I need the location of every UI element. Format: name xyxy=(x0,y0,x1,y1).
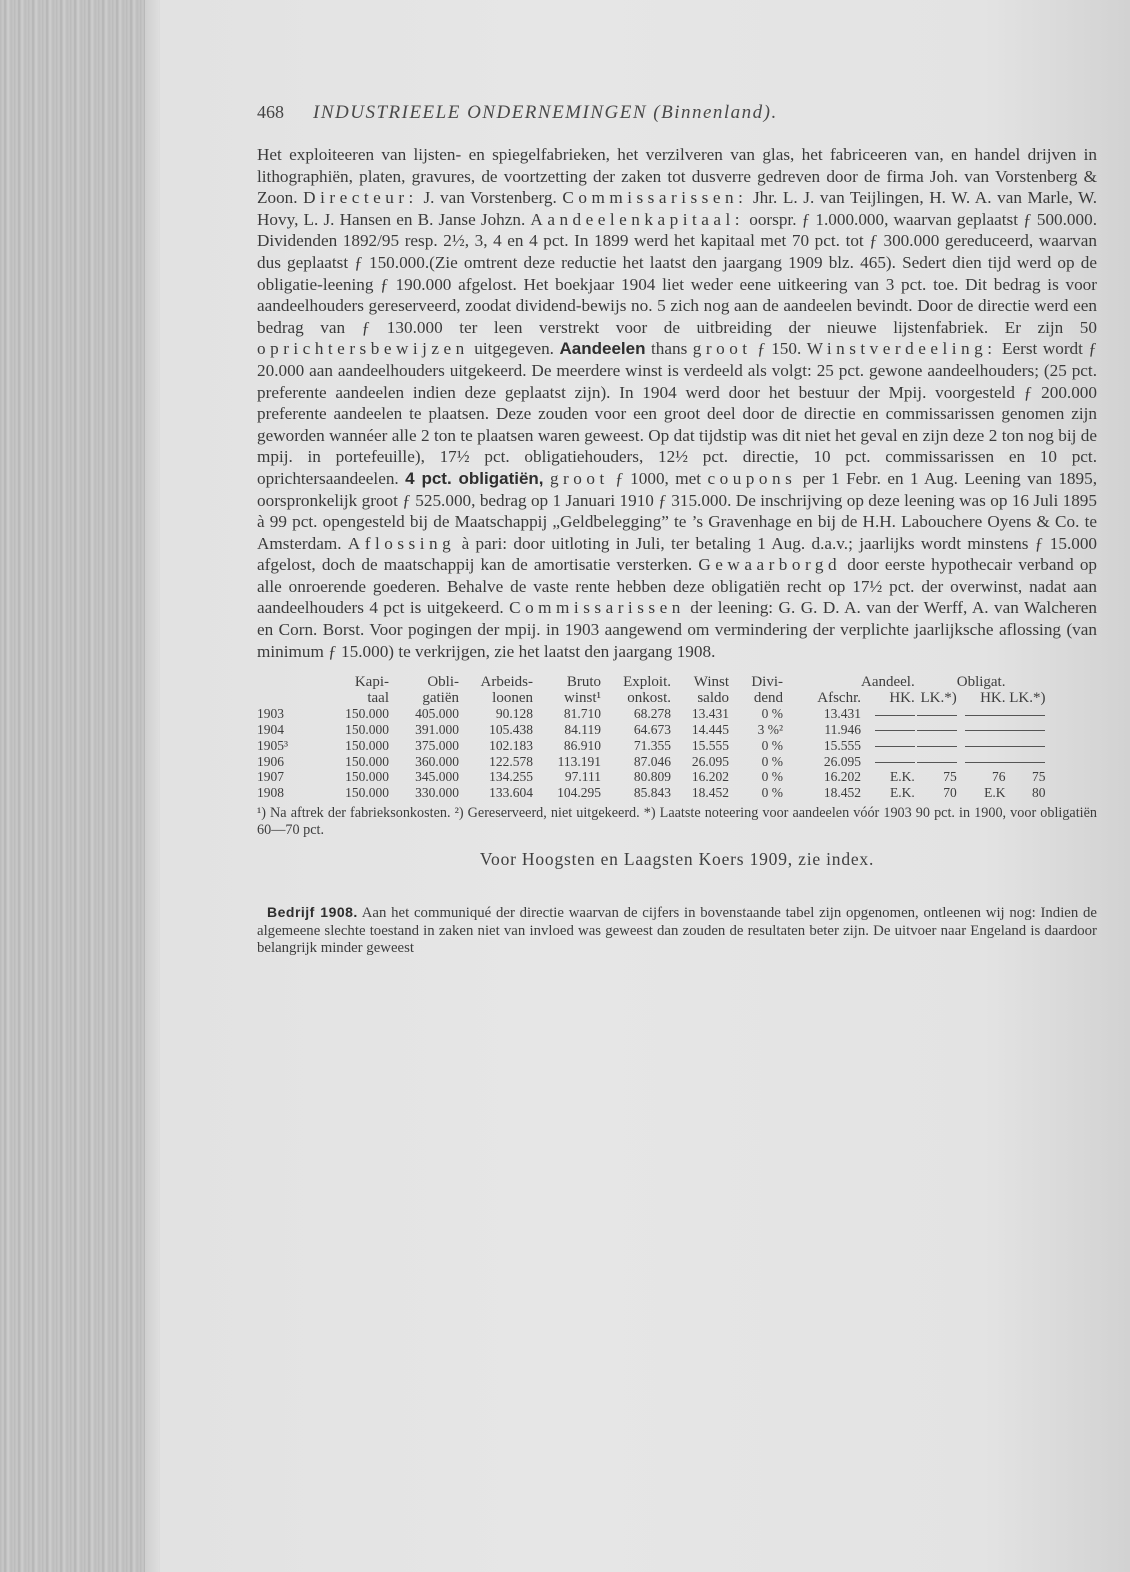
table-cell: 102.183 xyxy=(489,737,533,753)
table-row xyxy=(257,754,1045,770)
table-cell: 64.673 xyxy=(633,722,671,738)
table-cell xyxy=(957,706,1006,722)
running-title: INDUSTRIEELE ONDERNEMINGEN (Binnenland). xyxy=(313,102,778,123)
obligatien-details: per 1 Febr. en 1 Aug. Leening van 1895, oorspronkelijk groot ƒ 525.000, bedrag op 1 Januari 1910 ƒ 315.000. De inschrijving op deze leening was op 16 Juli 1895 à 99 pct. opengesteld bij de Maatschappij „Geldbelegging” te ’s Gravenhage en bij de H.H. Labouchere Oyens & Co. te Amsterdam. xyxy=(257,468,1098,553)
table-cell: E.K. xyxy=(889,769,915,785)
company-description xyxy=(257,144,1097,662)
table-row xyxy=(257,785,1045,801)
table-cell: 75 xyxy=(943,769,957,785)
table-cell: 330.000 xyxy=(415,785,459,801)
dash-rule xyxy=(965,746,1005,747)
table-cell: 90.128 xyxy=(495,706,533,722)
directeur-label: Directeur: xyxy=(303,188,418,208)
table-row xyxy=(257,706,1045,722)
table-cell: 16.202 xyxy=(691,769,729,785)
table-header-row-bottom xyxy=(257,690,1045,706)
col-header: Obligat. xyxy=(956,674,1006,691)
table-header-row-top xyxy=(257,674,1045,690)
aandeelen-value: ƒ 150. xyxy=(757,339,802,359)
dash-rule xyxy=(875,715,915,716)
table-cell: 1903 xyxy=(257,706,284,722)
kapitaal-label: Aandeelenkapitaal: xyxy=(530,209,745,229)
table-cell xyxy=(915,754,957,770)
table-cell xyxy=(861,722,915,738)
table-cell: 150.000 xyxy=(345,737,389,753)
bedrijf-paragraph xyxy=(257,904,1097,958)
table-body xyxy=(257,706,1045,801)
table-cell: 13.431 xyxy=(691,706,729,722)
table-cell xyxy=(1005,706,1045,722)
table-cell: 345.000 xyxy=(415,769,459,785)
table-cell: 113.191 xyxy=(557,753,601,769)
col-header: winst¹ xyxy=(563,690,601,707)
col-header: HK. xyxy=(980,690,1006,707)
table-cell: 1905³ xyxy=(257,737,289,753)
activity-text: Het exploiteeren van lijsten- en spiegelfabrieken, het verzilveren van glas, het fabriceeren van, en handel drijven in lithographiën, platen, gravures, de voortzetting der zaken tot dusverre gedreven door de firma Joh. van Vorstenberg & Zoon. xyxy=(257,145,1097,208)
commissarissen-leening-value: der leening: G. G. D. A. van der Werff, A. van Walcheren en Corn. Borst. Voor pogingen der mpij. in 1903 aangewend om vermindering der verplichte jaarlijksche aflossing (van minimum ƒ 15.000) te verkrijgen, zie het laatst den jaargang 1908. xyxy=(257,598,1098,661)
commissarissen-leening-label: Commissarissen xyxy=(509,598,685,618)
aflossing-value: à pari: door uitloting in Juli, ter betaling 1 Aug. d.a.v.; jaarlijks wordt minstens ƒ 15.000 afgelost, doch de maatschappij kan de amortisatie versterken. xyxy=(257,533,1098,575)
aandeelen-label: Aandeelen xyxy=(559,339,646,359)
table-cell: 104.295 xyxy=(557,785,601,801)
table-cell: 15.555 xyxy=(691,737,729,753)
table-cell xyxy=(1005,722,1045,738)
table-cell xyxy=(861,706,915,722)
table-cell: 0 % xyxy=(761,737,783,753)
table-cell: 150.000 xyxy=(345,785,389,801)
table-cell: 391.000 xyxy=(415,722,459,738)
table-cell: 14.445 xyxy=(691,722,729,738)
dash-rule xyxy=(917,762,957,763)
col-header xyxy=(257,690,317,706)
table-cell: 71.355 xyxy=(633,737,671,753)
table-cell xyxy=(957,738,1006,754)
dash-rule xyxy=(875,762,915,763)
table-cell: 1908 xyxy=(257,785,284,801)
dash-rule xyxy=(965,730,1005,731)
table-cell: 405.000 xyxy=(415,706,459,722)
table-cell xyxy=(1005,738,1045,754)
body-paragraph xyxy=(257,144,1097,662)
bedrijf-label: Bedrijf 1908. xyxy=(267,904,358,921)
table-row xyxy=(257,769,1045,785)
table-cell xyxy=(957,754,1006,770)
running-head xyxy=(257,102,1097,132)
table-cell: 76 xyxy=(991,769,1006,785)
table-cell: 26.095 xyxy=(823,753,861,769)
commissarissen-label: Commissarissen: xyxy=(562,188,748,208)
dash-rule xyxy=(875,730,915,731)
table-cell: 26.095 xyxy=(691,753,729,769)
col-header: taal xyxy=(367,690,389,707)
col-header: Afschr. xyxy=(817,690,861,707)
col-header: HK. xyxy=(889,690,915,707)
commissarissen-value: Jhr. L. J. van Teijlingen, H. W. A. van Marle, W. Hovy, L. J. Hansen en B. Janse Johzn. xyxy=(257,188,1098,229)
obl-groot-label: groot xyxy=(549,468,609,488)
table-cell: 87.046 xyxy=(633,753,671,769)
col-header: gatiën xyxy=(422,690,459,707)
col-header xyxy=(1005,674,1045,690)
table-cell: 0 % xyxy=(761,785,783,801)
table-row xyxy=(257,738,1045,754)
col-header: dend xyxy=(753,690,783,707)
kapitaal-value: oorspr. ƒ 1.000.000, waarvan geplaatst ƒ 500.000. Dividenden 1892/95 resp. 2½, 3, 4 en 4 pct. In 1899 werd het kapitaal met 70 pct. tot ƒ 300.000 gereduceerd, waarvan dus geplaatst ƒ 150.000.(Zie omtrent deze reductie het laatst den jaargang 1909 blz. 465). Sedert dien tijd werd op de obligatie-leening ƒ 190.000 afgelost. Het boekjaar 1904 liet weder eene uitkeering van 3 pct. toe. Dit bedrag is voor aandeelhouders gereserveerd, zoodat dividend-bewijs no. 5 zich nog aan de aandeelen bevindt. Door de directie werd een bedrag van ƒ 130.000 ter leen verstrekt voor de uitbreiding der nieuwe lijstenfabriek. Er zijn 50 xyxy=(257,209,1098,337)
table-cell xyxy=(915,738,957,754)
col-header xyxy=(783,674,861,690)
index-note: Voor Hoogsten en Laagsten Koers 1909, zie index. xyxy=(479,849,875,870)
table-cell: 150.000 xyxy=(345,753,389,769)
table-cell: 150.000 xyxy=(345,706,389,722)
winstverdeeling-label: Winstverdeeling: xyxy=(806,339,997,359)
page-number: 468 xyxy=(257,102,284,122)
table-cell: 105.438 xyxy=(489,722,533,738)
dash-rule xyxy=(1005,762,1045,763)
table-cell xyxy=(957,722,1006,738)
table-cell: 134.255 xyxy=(489,769,533,785)
aflossing-label: Aflossing xyxy=(347,533,456,553)
table-cell: 0 % xyxy=(761,753,783,769)
table-cell: 150.000 xyxy=(345,722,389,738)
table-cell: 13.431 xyxy=(823,706,861,722)
table-cell: 86.910 xyxy=(563,737,601,753)
table-cell xyxy=(915,706,957,722)
table-cell: 1904 xyxy=(257,722,284,738)
table-cell: 75 xyxy=(1031,769,1046,785)
oprichters-label: oprichtersbewijzen xyxy=(257,339,469,359)
dash-rule xyxy=(917,746,957,747)
coupons-label: coupons xyxy=(707,468,797,488)
table-cell xyxy=(915,722,957,738)
table-cell xyxy=(1005,754,1045,770)
table-cell: 3 %² xyxy=(757,722,783,738)
table-cell: 11.946 xyxy=(824,722,861,738)
dash-rule xyxy=(965,762,1005,763)
col-header: Winst xyxy=(693,674,729,691)
col-header: Exploit. xyxy=(623,674,671,691)
table-cell: 150.000 xyxy=(345,769,389,785)
gewaarborgd-value: door eerste hypothecair verband op alle onroerende goederen. Behalve de vaste rente hebben deze obligatiën recht op 17½ pct. der overwinst, nadat aan aandeelhouders 4 pct is uitgekeerd. xyxy=(257,555,1098,618)
table-row xyxy=(257,722,1045,738)
table-cell: E.K. xyxy=(889,785,915,801)
col-header: LK.*) xyxy=(1009,690,1046,707)
dash-rule xyxy=(965,715,1005,716)
table-cell: 97.111 xyxy=(564,769,601,785)
dash-rule xyxy=(1005,730,1045,731)
table-cell: 70 xyxy=(943,785,957,801)
col-header: Aandeel. xyxy=(861,674,915,691)
table-cell: E.K xyxy=(984,785,1006,801)
table-cell xyxy=(861,738,915,754)
table-cell xyxy=(861,754,915,770)
col-header: Bruto xyxy=(566,674,601,691)
table-cell: 85.843 xyxy=(633,785,671,801)
groot-label: groot xyxy=(692,339,752,359)
table-cell: 80 xyxy=(1031,785,1046,801)
dash-rule xyxy=(875,746,915,747)
col-header: loonen xyxy=(492,690,533,707)
table-cell: 80.809 xyxy=(633,769,671,785)
table-cell: 18.452 xyxy=(823,785,861,801)
bedrijf-text: Aan het communiqué der directie waarvan de cijfers in bovenstaande tabel zijn opgenomen, ontleenen wij nog: Indien de algemeene slechte toestand in zaken niet van invloed was geweest dan zouden de resultaten beter zijn. De uitvoer naar Engeland is daardoor belangrijk minder geweest xyxy=(257,905,1097,957)
financial-table xyxy=(257,674,1045,801)
oprichters-after: uitgegeven. xyxy=(474,339,554,359)
aandeelen-mid: thans xyxy=(651,339,688,359)
table-cell: 1907 xyxy=(257,769,284,785)
dash-rule xyxy=(1005,746,1045,747)
col-header: LK.*) xyxy=(920,690,957,707)
col-header: Kapi- xyxy=(354,674,389,691)
table-cell: 360.000 xyxy=(415,753,459,769)
table-cell: 15.555 xyxy=(823,737,861,753)
table-cell: 0 % xyxy=(761,769,783,785)
table-cell: 18.452 xyxy=(691,785,729,801)
dash-rule xyxy=(1005,715,1045,716)
col-header: Obli- xyxy=(427,674,459,691)
table-cell: 0 % xyxy=(761,706,783,722)
directeur-value: J. van Vorstenberg. xyxy=(423,188,557,208)
obl-groot-value: ƒ 1000, met xyxy=(615,468,702,488)
col-header: saldo xyxy=(697,690,729,707)
table-cell: 375.000 xyxy=(415,737,459,753)
table-cell: 1906 xyxy=(257,753,284,769)
winstverdeeling-value: Eerst wordt ƒ 20.000 aan aandeelhouders uitgekeerd. De meerdere winst is verdeeld als volgt: 25 pct. gewone aandeelhouders; (25 pct. preferente aandeelen indien deze geplaatst zijn). In 1904 werd door het bestuur der Mpij. voorgesteld ƒ 200.000 preferente aandeelen te plaatsen. Deze zouden voor een groot deel door de directie en commissarissen genomen zijn geworden wannéer alle 2 ton te plaatsen waren geweest. Op dat tijdstip was dit niet het geval en zijn deze 2 ton nog bij de mpij. in portefeuille), 17½ pct. obligatiehouders, 12½ pct. directie, 10 pct. commissarissen en 10 pct. oprichtersaandeelen. xyxy=(257,339,1098,488)
obligatien-label: 4 pct. obligatiën, xyxy=(405,468,544,488)
dash-rule xyxy=(917,715,957,716)
table-cell: 133.604 xyxy=(489,785,533,801)
dash-rule xyxy=(917,730,957,731)
col-header xyxy=(915,674,957,690)
table-cell: 68.278 xyxy=(633,706,671,722)
gewaarborgd-label: Gewaarborgd xyxy=(698,555,842,575)
col-header: onkost. xyxy=(627,690,671,707)
col-header: Arbeids- xyxy=(480,674,533,691)
table-footnotes: ¹) Na aftrek der fabrieksonkosten. ²) Gereserveerd, niet uitgekeerd. *) Laatste noteering voor aandeelen vóór 1903 90 pct. in 1900, voor obligatiën 60—70 pct. xyxy=(257,805,1097,839)
book-page-edges xyxy=(0,0,145,1572)
col-header: Divi- xyxy=(751,674,783,691)
table-cell: 16.202 xyxy=(823,769,861,785)
table-cell: 84.119 xyxy=(564,722,601,738)
col-header xyxy=(257,674,317,690)
page-content xyxy=(257,102,1097,958)
table-cell: 122.578 xyxy=(489,753,533,769)
table-cell: 81.710 xyxy=(563,706,601,722)
